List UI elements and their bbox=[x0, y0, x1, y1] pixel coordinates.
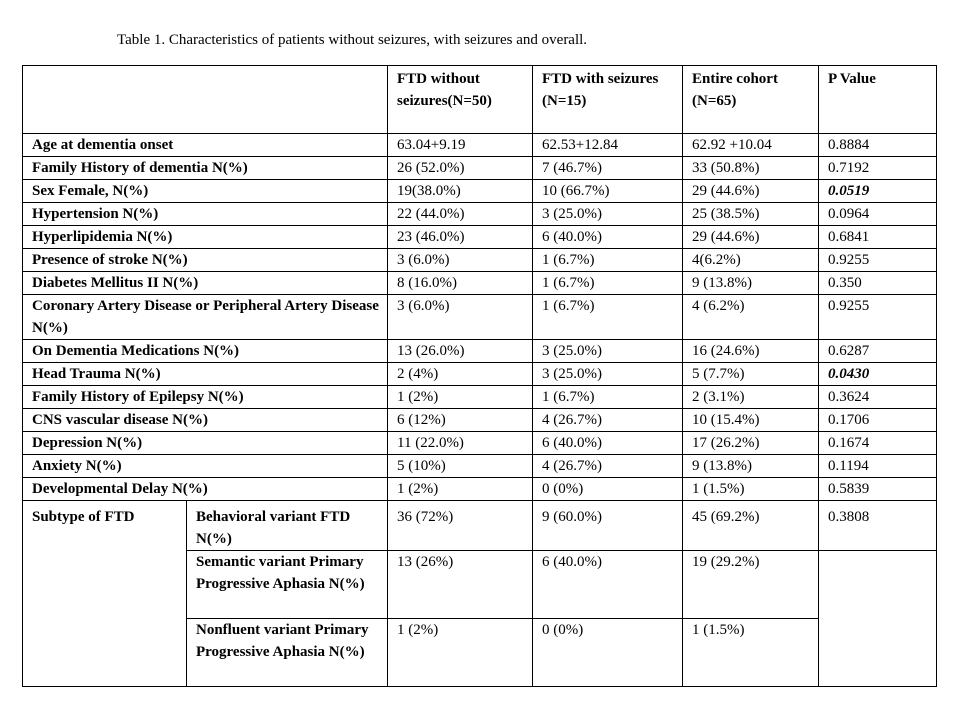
table-row bbox=[23, 455, 937, 478]
value-entire-cohort: 62.92 +10.04 bbox=[683, 134, 819, 157]
row-label: Family History of dementia N(%) bbox=[23, 157, 388, 180]
p-value: 0.1674 bbox=[819, 432, 937, 455]
value-without-seizures: 3 (6.0%) bbox=[388, 295, 533, 340]
p-value: 0.6841 bbox=[819, 226, 937, 249]
row-label: Head Trauma N(%) bbox=[23, 363, 388, 386]
table-row bbox=[23, 249, 937, 272]
value-entire-cohort: 9 (13.8%) bbox=[683, 455, 819, 478]
table-row bbox=[23, 272, 937, 295]
row-label: Hypertension N(%) bbox=[23, 203, 388, 226]
value-entire-cohort: 9 (13.8%) bbox=[683, 272, 819, 295]
table-row bbox=[23, 432, 937, 455]
value-entire-cohort: 5 (7.7%) bbox=[683, 363, 819, 386]
table-row bbox=[23, 340, 937, 363]
value-with-seizures: 1 (6.7%) bbox=[533, 386, 683, 409]
empty-p-cell bbox=[819, 551, 937, 687]
table-row bbox=[23, 226, 937, 249]
p-value: 0.3808 bbox=[819, 501, 937, 551]
value-with-seizures: 7 (46.7%) bbox=[533, 157, 683, 180]
value-entire-cohort: 4(6.2%) bbox=[683, 249, 819, 272]
table-row bbox=[23, 363, 937, 386]
value-entire-cohort: 1 (1.5%) bbox=[683, 619, 819, 687]
value-with-seizures: 3 (25.0%) bbox=[533, 363, 683, 386]
subtype-row bbox=[23, 501, 937, 551]
p-value: 0.350 bbox=[819, 272, 937, 295]
value-entire-cohort: 4 (6.2%) bbox=[683, 295, 819, 340]
row-label: Hyperlipidemia N(%) bbox=[23, 226, 388, 249]
value-entire-cohort: 16 (24.6%) bbox=[683, 340, 819, 363]
table-row bbox=[23, 478, 937, 501]
value-without-seizures: 63.04+9.19 bbox=[388, 134, 533, 157]
row-label: CNS vascular disease N(%) bbox=[23, 409, 388, 432]
value-without-seizures: 23 (46.0%) bbox=[388, 226, 533, 249]
value-entire-cohort: 10 (15.4%) bbox=[683, 409, 819, 432]
value-without-seizures: 8 (16.0%) bbox=[388, 272, 533, 295]
value-without-seizures: 36 (72%) bbox=[388, 501, 533, 551]
value-with-seizures: 3 (25.0%) bbox=[533, 203, 683, 226]
value-with-seizures: 6 (40.0%) bbox=[533, 226, 683, 249]
subtype-name: Nonfluent variant Primary Progressive Aphasia N(%) bbox=[187, 619, 388, 687]
table-caption: Table 1. Characteristics of patients without seizures, with seizures and overall. bbox=[117, 32, 588, 48]
p-value: 0.3624 bbox=[819, 386, 937, 409]
row-label: On Dementia Medications N(%) bbox=[23, 340, 388, 363]
table-row bbox=[23, 386, 937, 409]
p-value: 0.0964 bbox=[819, 203, 937, 226]
value-without-seizures: 2 (4%) bbox=[388, 363, 533, 386]
header-with-seizures: FTD with seizures (N=15) bbox=[533, 66, 683, 134]
value-with-seizures: 0 (0%) bbox=[533, 619, 683, 687]
p-value: 0.6287 bbox=[819, 340, 937, 363]
value-with-seizures: 1 (6.7%) bbox=[533, 272, 683, 295]
row-label: Developmental Delay N(%) bbox=[23, 478, 388, 501]
table-row bbox=[23, 134, 937, 157]
value-with-seizures: 10 (66.7%) bbox=[533, 180, 683, 203]
row-label: Family History of Epilepsy N(%) bbox=[23, 386, 388, 409]
value-without-seizures: 13 (26.0%) bbox=[388, 340, 533, 363]
subtype-label: Subtype of FTD bbox=[23, 501, 187, 687]
value-without-seizures: 13 (26%) bbox=[388, 551, 533, 619]
value-without-seizures: 22 (44.0%) bbox=[388, 203, 533, 226]
value-entire-cohort: 17 (26.2%) bbox=[683, 432, 819, 455]
value-with-seizures: 9 (60.0%) bbox=[533, 501, 683, 551]
p-value: 0.0519 bbox=[819, 180, 937, 203]
row-label: Sex Female, N(%) bbox=[23, 180, 388, 203]
value-without-seizures: 3 (6.0%) bbox=[388, 249, 533, 272]
characteristics-table bbox=[22, 65, 937, 687]
value-without-seizures: 19(38.0%) bbox=[388, 180, 533, 203]
value-without-seizures: 6 (12%) bbox=[388, 409, 533, 432]
value-with-seizures: 62.53+12.84 bbox=[533, 134, 683, 157]
value-with-seizures: 4 (26.7%) bbox=[533, 409, 683, 432]
p-value: 0.1706 bbox=[819, 409, 937, 432]
value-entire-cohort: 1 (1.5%) bbox=[683, 478, 819, 501]
header-entire-cohort: Entire cohort (N=65) bbox=[683, 66, 819, 134]
table-row bbox=[23, 295, 937, 340]
value-entire-cohort: 45 (69.2%) bbox=[683, 501, 819, 551]
value-without-seizures: 26 (52.0%) bbox=[388, 157, 533, 180]
value-with-seizures: 1 (6.7%) bbox=[533, 249, 683, 272]
p-value: 0.0430 bbox=[819, 363, 937, 386]
row-label: Depression N(%) bbox=[23, 432, 388, 455]
p-value: 0.9255 bbox=[819, 249, 937, 272]
row-label: Presence of stroke N(%) bbox=[23, 249, 388, 272]
row-label: Diabetes Mellitus II N(%) bbox=[23, 272, 388, 295]
value-entire-cohort: 19 (29.2%) bbox=[683, 551, 819, 619]
subtype-name: Semantic variant Primary Progressive Aphasia N(%) bbox=[187, 551, 388, 619]
row-label: Anxiety N(%) bbox=[23, 455, 388, 478]
p-value: 0.5839 bbox=[819, 478, 937, 501]
value-with-seizures: 4 (26.7%) bbox=[533, 455, 683, 478]
value-with-seizures: 0 (0%) bbox=[533, 478, 683, 501]
value-entire-cohort: 29 (44.6%) bbox=[683, 226, 819, 249]
value-without-seizures: 5 (10%) bbox=[388, 455, 533, 478]
header-empty-cell bbox=[23, 66, 388, 134]
header-row bbox=[23, 66, 937, 134]
value-entire-cohort: 25 (38.5%) bbox=[683, 203, 819, 226]
subtype-name: Behavioral variant FTD N(%) bbox=[187, 501, 388, 551]
p-value: 0.9255 bbox=[819, 295, 937, 340]
value-without-seizures: 11 (22.0%) bbox=[388, 432, 533, 455]
value-with-seizures: 3 (25.0%) bbox=[533, 340, 683, 363]
value-without-seizures: 1 (2%) bbox=[388, 386, 533, 409]
value-entire-cohort: 2 (3.1%) bbox=[683, 386, 819, 409]
row-label: Coronary Artery Disease or Peripheral Artery Disease N(%) bbox=[23, 295, 388, 340]
table-row bbox=[23, 157, 937, 180]
row-label: Age at dementia onset bbox=[23, 134, 388, 157]
value-with-seizures: 6 (40.0%) bbox=[533, 551, 683, 619]
header-p-value: P Value bbox=[819, 66, 937, 134]
header-without-seizures: FTD without seizures(N=50) bbox=[388, 66, 533, 134]
table-row bbox=[23, 180, 937, 203]
table-row bbox=[23, 203, 937, 226]
value-entire-cohort: 29 (44.6%) bbox=[683, 180, 819, 203]
p-value: 0.7192 bbox=[819, 157, 937, 180]
table-row bbox=[23, 409, 937, 432]
p-value: 0.8884 bbox=[819, 134, 937, 157]
value-with-seizures: 6 (40.0%) bbox=[533, 432, 683, 455]
value-without-seizures: 1 (2%) bbox=[388, 619, 533, 687]
value-entire-cohort: 33 (50.8%) bbox=[683, 157, 819, 180]
value-with-seizures: 1 (6.7%) bbox=[533, 295, 683, 340]
value-without-seizures: 1 (2%) bbox=[388, 478, 533, 501]
p-value: 0.1194 bbox=[819, 455, 937, 478]
